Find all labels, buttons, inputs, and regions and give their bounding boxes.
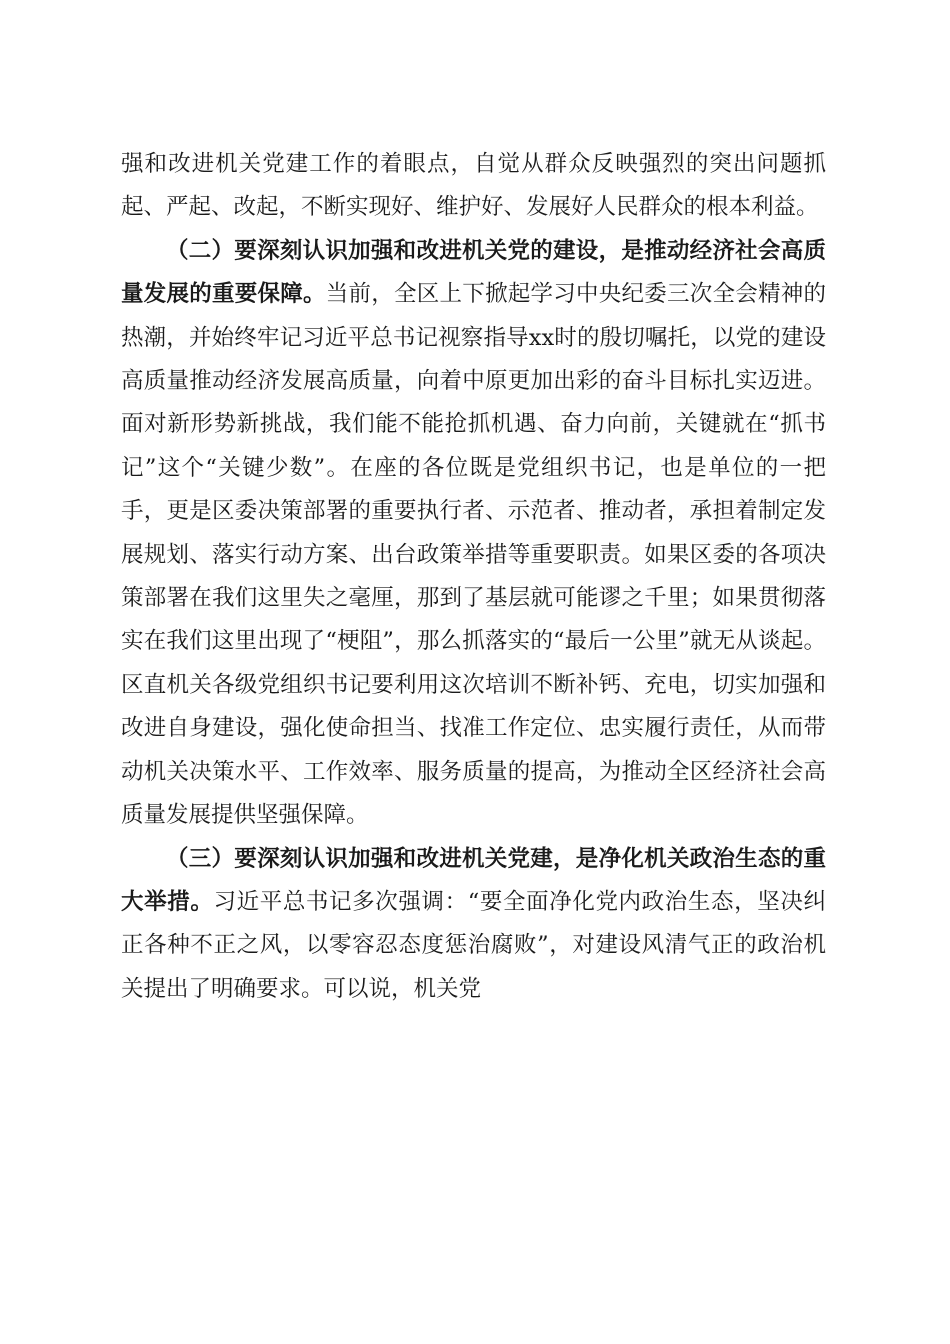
- paragraph-2-text: 当前，全区上下掀起学习中央纪委三次全会精神的热潮，并始终牢记习近平总书记视察指导xx时的殷切嘱托，以党的建设高质量推动经济发展高质量，向着中原更加出彩的奋斗目标扎实迈进。面对新形势新挑战，我们能不能抢抓机遇、奋力向前，关键就在“抓书记”这个“关键少数”。在座的各位既是党组织书记，也是单位的一把手，更是区委决策部署的重要执行者、示范者、推动者，承担着制定发展规划、落实行动方案、出台政策举措等重要职责。如果区委的各项决策部署在我们这里失之毫厘，那到了基层就可能谬之千里；如果贯彻落实在我们这里出现了“梗阻”，那么抓落实的“最后一公里”就无从谈起。区直机关各级党组织书记要利用这次培训不断补钙、充电，切实加强和改进自身建设，强化使命担当、找准工作定位、忠实履行责任，从而带动机关决策水平、工作效率、服务质量的提高，为推动全区经济社会高质量发展提供坚强保障。: [121, 281, 826, 829]
- paragraph-1-text: 强和改进机关党建工作的着眼点，自觉从群众反映强烈的突出问题抓起、严起、改起，不断实现好、维护好、发展好人民群众的根本利益。: [121, 151, 826, 221]
- paragraph-3: [121, 838, 826, 1012]
- paragraph-3-text: 习近平总书记多次强调：“要全面净化党内政治生态，坚决纠正各种不正之风，以零容忍态度惩治腐败”，对建设风清气正的政治机关提出了明确要求。可以说，机关党: [121, 888, 826, 1002]
- paragraph-2: [121, 230, 826, 838]
- paragraph-3-heading: （三）要深刻认识加强和改进机关党建，是净化机关政治生态的重大举措。: [121, 845, 826, 915]
- paragraph-1: [121, 143, 826, 230]
- document-body: [121, 143, 826, 1011]
- paragraph-2-heading: （二）要深刻认识加强和改进机关党的建设，是推动经济社会高质量发展的重要保障。: [121, 237, 826, 308]
